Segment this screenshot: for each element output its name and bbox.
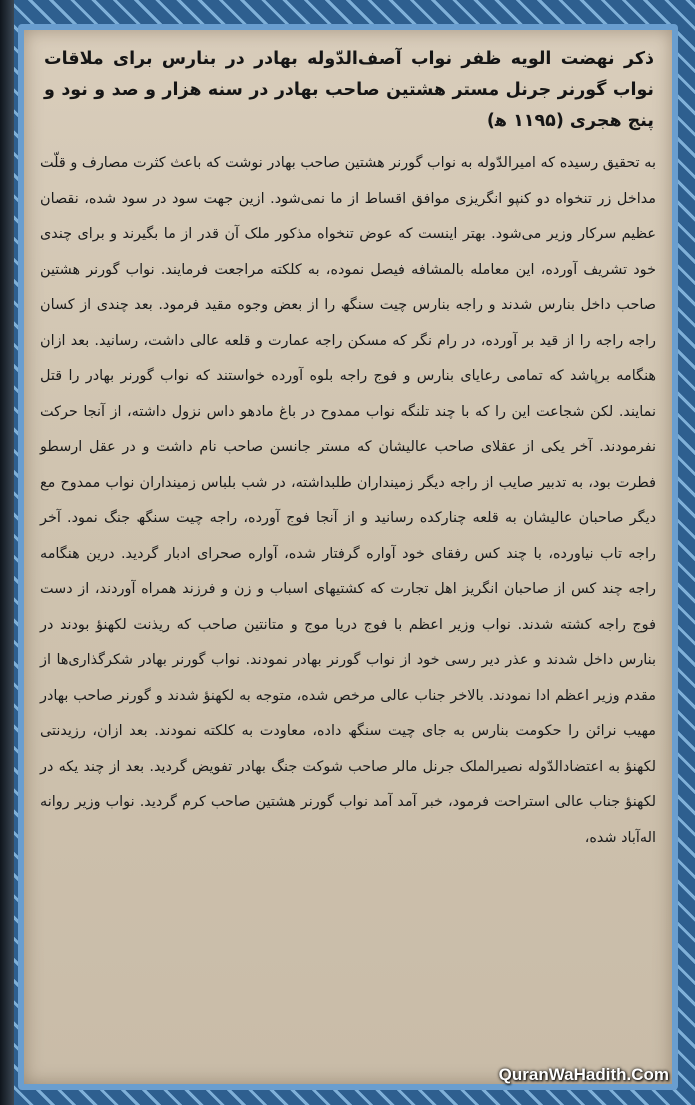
body-paragraph: به تحقیق رسیده که امیرالدّوله به نواب گورنر هشتین صاحب بهادر نوشت که باعث کثرت مصارف و قلّت مداخل زر تنخواه دو کنپو انگریزی موافق اقساط از ما نمی‌شود. ازین جهت سود در سود شده، نقصان عظیم سرکار وزیر می‌شود. بهتر اینست که عوض تنخواه مذکور ملک آن قدر از ما بگیرند و برای چندی خود تشریف آورده، این معامله بالمشافه فیصل نموده، به کلکته مراجعت فرمایند. نواب گورنر هشتین صاحب داخل بنارس شدند و راجه بنارس چیت سنگھ را از بعض وجوه مقید فرمود. بعد چندی از کسان راجه راجه را از قید بر آورده، در رام نگر که مسکن راجه عمارت و قلعه عالی داشت، رسانید. بعد ازان هنگامه برپاشد که تمامی رعایای بنارس و فوج راجه بلوه آورده خواستند که نواب گورنر بهادر را قتل نمایند. لکن شجاعت این را که با چند تلنگه نواب ممدوح در باغ مادهو داس نزول داشته، از آنجا حرکت نفرمودند. آخر یکی از عقلای صاحب عالیشان که مستر جانسن صاحب نام داشت و در عقل ارسطو فطرت بود، به تدبیر صایب از راجه دیگر زمینداران طلبداشته، در شب بلباس زمینداران نواب ممدوح مع دیگر صاحبان عالیشان به قلعه چنارکده رسانید و از آنجا فوج آورده، راجه چیت سنگھ جنگ نمود. آخر راجه تاب نیاورده، با چند کس رفقای خود آواره گرفتار شده، آواره صحرای ادبار گردید. درین هنگامه راجه چند کس از صاحبان انگریز اهل تجارت که کشتیهای اسباب و زن و فرزند همراه آوردند، از دست فوج راجه کشته شدند. نواب وزیر اعظم با فوج دریا موج و متانتین صاحب که ریذنت لکهنؤ بودند در بنارس داخل شدند و عذر دیر رسی خود از نواب گورنر بهادر نمودند. نواب گورنر بهادر شکرگذاری‌ها از مقدم وزیر اعظم ادا نمودند. بالاخر جناب عالی مرخص شده، متوجه به لکهنؤ شدند و گورنر صاحب بهادر مهیب نرائن را حکومت بنارس به جای چیت سنگھ داده، معاودت به کلکته نمودند. بعد ازان، رزیدنتی لکهنؤ به اعتضادالدّوله نصیرالملک جرنل مالر صاحب شوکت جنگ بهادر تفویض گردید. بعد از چند یکه در لکهنؤ جناب عالی استراحت فرمود، خبر آمد آمد نواب گورنر هشتین صاحب کرم گردید. نواب وزیر روانه اله‌آباد شده، [40, 155, 656, 846]
page-paper [24, 30, 672, 1084]
book-spine-shadow [0, 0, 14, 1105]
site-watermark: QuranWaHadith.Com [498, 1065, 669, 1084]
chapter-heading: ذکر نهضت الویه ظفر نواب آصف‌الدّوله بهادر در بنارس برای ملاقات نواب گورنر جرنل مستر هشتین صاحب بهادر در سنه هزار و صد و نود و پنج هجری (۱۱۹۵ ﻫ) [44, 49, 654, 131]
body-text [40, 146, 656, 856]
